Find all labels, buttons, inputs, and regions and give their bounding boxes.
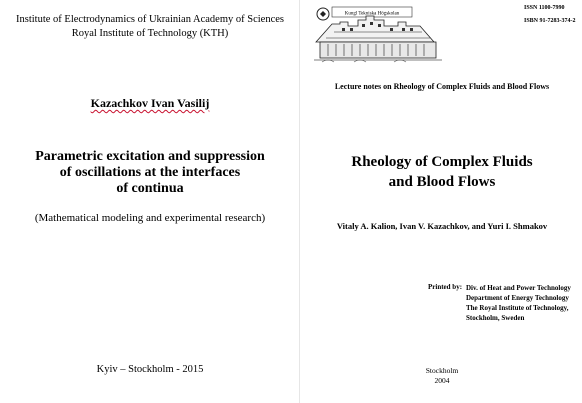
logo-text: Kungl Tekniska Högskolan: [344, 11, 400, 17]
printer-line-1: Div. of Heat and Power Technology: [466, 284, 571, 292]
title-line-2: and Blood Flows: [388, 174, 496, 190]
series-title: Lecture notes on Rheology of Complex Fluids and Blood Flows: [334, 82, 550, 91]
issn-label: ISSN 1100-7990: [524, 5, 565, 11]
author-name-text: Kazachkov Ivan Vasilij: [90, 96, 210, 110]
title-line-1: Parametric excitation and suppression: [35, 149, 265, 164]
isbn-label: ISBN 91-7283-374-2: [524, 18, 576, 24]
footer-year: 2004: [434, 376, 450, 385]
title-line-2: of oscillations at the interfaces: [59, 165, 241, 180]
footer-city: Stockholm: [425, 366, 459, 375]
printed-by-details: [466, 283, 571, 323]
printer-line-3: The Royal Institute of Technology,: [466, 304, 569, 312]
author-list: Vitaly A. Kalion, Ivan V. Kazachkov, and Yuri I. Shmakov: [336, 221, 548, 231]
right-book-cover: [302, 0, 582, 403]
institution-line-2: Royal Institute of Technology (KTH): [71, 28, 229, 39]
printed-by-label: Printed by:: [428, 283, 463, 291]
author-name: [0, 96, 300, 111]
title-line-1: Rheology of Complex Fluids: [351, 154, 533, 170]
book-title: [302, 152, 582, 192]
printer-line-2: Department of Energy Technology: [466, 294, 569, 302]
book-title: [0, 149, 300, 197]
book-subtitle: (Mathematical modeling and experimental research): [34, 212, 266, 224]
printer-line-4: Stockholm, Sweden: [466, 314, 525, 322]
place-year-footer: Kyiv – Stockholm - 2015: [96, 364, 204, 375]
page-divider: [299, 0, 300, 403]
title-line-3: of continua: [116, 181, 184, 196]
institution-line-1: Institute of Electrodynamics of Ukrainian Academy of Sciences: [16, 14, 284, 25]
kth-building-logo: [314, 2, 442, 66]
